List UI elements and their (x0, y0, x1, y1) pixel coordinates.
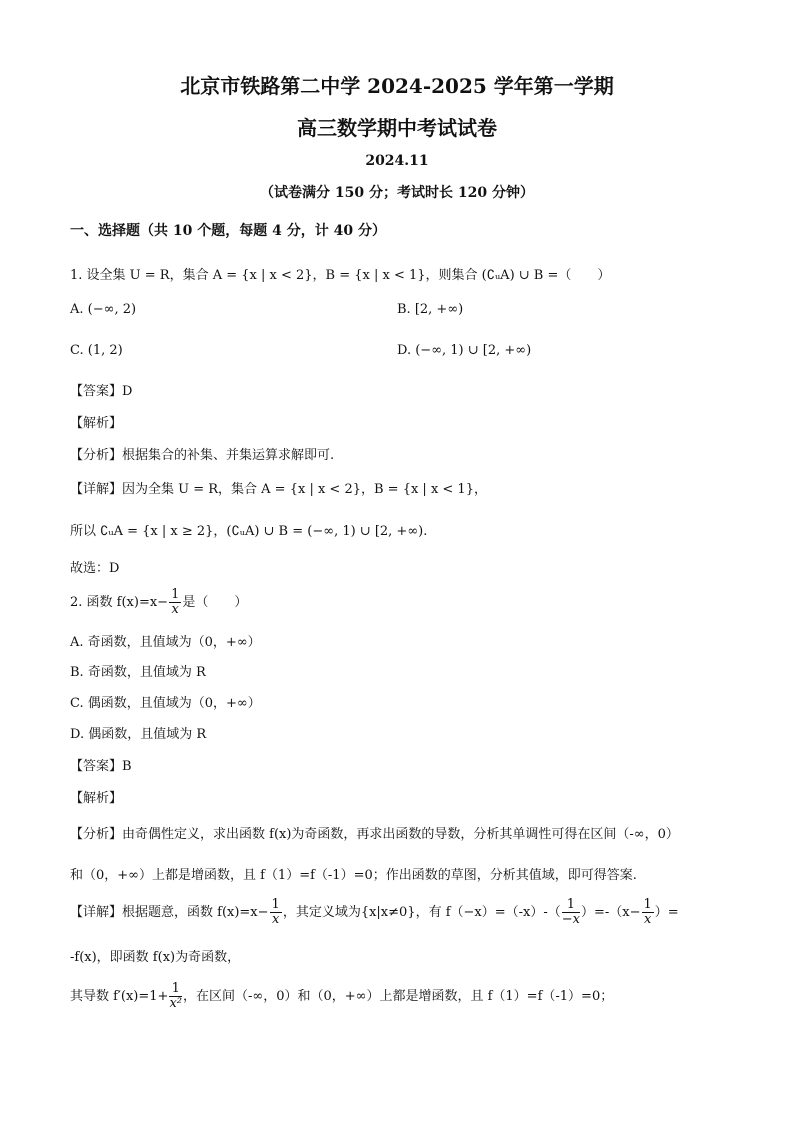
q2-detail-2: -f(x)，即函数 f(x)为奇函数， (70, 950, 241, 965)
q2-deriv-pre: 其导数 f′(x)=1+ (70, 989, 169, 1004)
q1-detail-2: 所以 ∁ᵤA = {x | x ≥ 2}，(∁ᵤA) ∪ B = (−∞, 1) ∪ [2, +∞). (70, 524, 428, 539)
q2-stem-pre: 2. 函数 f(x)=x− (70, 595, 169, 610)
q1-option-c: C. (1, 2) (70, 343, 123, 358)
exam-note: （试卷满分 150 分；考试时长 120 分钟） (260, 185, 534, 201)
fraction-denominator: −x (561, 912, 580, 927)
q2-deriv-post: ，在区间（-∞，0）和（0，+∞）上都是增函数，且 f（1）=f（-1）=0； (182, 989, 614, 1004)
fraction-denominator: x² (169, 996, 182, 1011)
q2-detail-post: ）= (654, 905, 679, 920)
q1-analysis-head: 【解析】 (70, 416, 123, 431)
q2-detail-3 (70, 982, 613, 1011)
q2-option-c: C. 偶函数，且值域为（0，+∞） (70, 696, 261, 711)
q2-detail-mid2: ）=-（x− (581, 905, 641, 920)
q1-stem: 1. 设全集 U = R，集合 A = {x | x < 2}，B = {x | x < 1}，则集合 (∁ᵤA) ∪ B =（ ） (70, 268, 611, 283)
q2-analysis-2: 和（0，+∞）上都是增函数，且 f（1）=f（-1）=0；作出函数的草图，分析其值域，即可得答案. (70, 868, 637, 883)
q2-option-d: D. 偶函数，且值域为 R (70, 727, 207, 742)
q1-detail-1: 【详解】因为全集 U = R，集合 A = {x | x < 2}，B = {x | x < 1}， (70, 482, 487, 497)
q2-analysis-head: 【解析】 (70, 791, 123, 806)
fraction-numerator: 1 (171, 587, 180, 602)
q1-answer: 【答案】D (70, 384, 133, 399)
fraction-denominator: x (272, 912, 280, 927)
exam-title: 北京市铁路第二中学 2024-2025 学年第一学期 (180, 74, 614, 98)
q1-option-d: D. (−∞, 1) ∪ [2, +∞) (397, 343, 532, 358)
fraction-numerator: 1 (643, 897, 652, 912)
fraction-numerator: 1 (271, 897, 280, 912)
q2-deriv-fraction (169, 982, 182, 1011)
q2-detail-fraction-1 (270, 898, 282, 927)
fraction-denominator: x (643, 912, 652, 927)
q2-analysis-1: 【分析】由奇偶性定义，求出函数 f(x)为奇函数，再求出函数的导数，分析其单调性可得在区间（-∞，0） (70, 827, 679, 842)
q1-option-b: B. [2, +∞) (397, 302, 464, 317)
q2-option-a: A. 奇函数，且值域为（0，+∞） (70, 635, 261, 650)
fraction-numerator: 1 (562, 898, 580, 913)
q2-detail-pre: 【详解】根据题意，函数 f(x)=x− (70, 905, 269, 920)
q2-stem (70, 588, 247, 617)
q2-detail-fraction-3 (642, 898, 654, 927)
q1-choice: 故选：D (70, 561, 120, 576)
section-title: 一、选择题（共 10 个题，每题 4 分，计 40 分） (70, 223, 386, 239)
q2-option-b: B. 奇函数，且值域为 R (70, 665, 206, 680)
exam-date: 2024.11 (365, 153, 429, 169)
exam-subtitle: 高三数学期中考试试卷 (297, 116, 497, 140)
fraction-denominator: x (171, 602, 179, 617)
q1-analysis: 【分析】根据集合的补集、并集运算求解即可. (70, 448, 335, 463)
q2-stem-fraction (169, 588, 181, 617)
fraction-numerator: 1 (169, 982, 182, 997)
q2-detail-fraction-2 (562, 898, 580, 927)
q1-option-a: A. (−∞, 2) (70, 302, 137, 317)
q2-stem-post: 是（ ） (182, 595, 248, 610)
q2-answer: 【答案】B (70, 759, 132, 774)
q2-detail-1 (70, 898, 679, 927)
q2-detail-mid: ，其定义域为{x|x≠0}，有 f（−x）=（-x）-（ (282, 905, 561, 920)
